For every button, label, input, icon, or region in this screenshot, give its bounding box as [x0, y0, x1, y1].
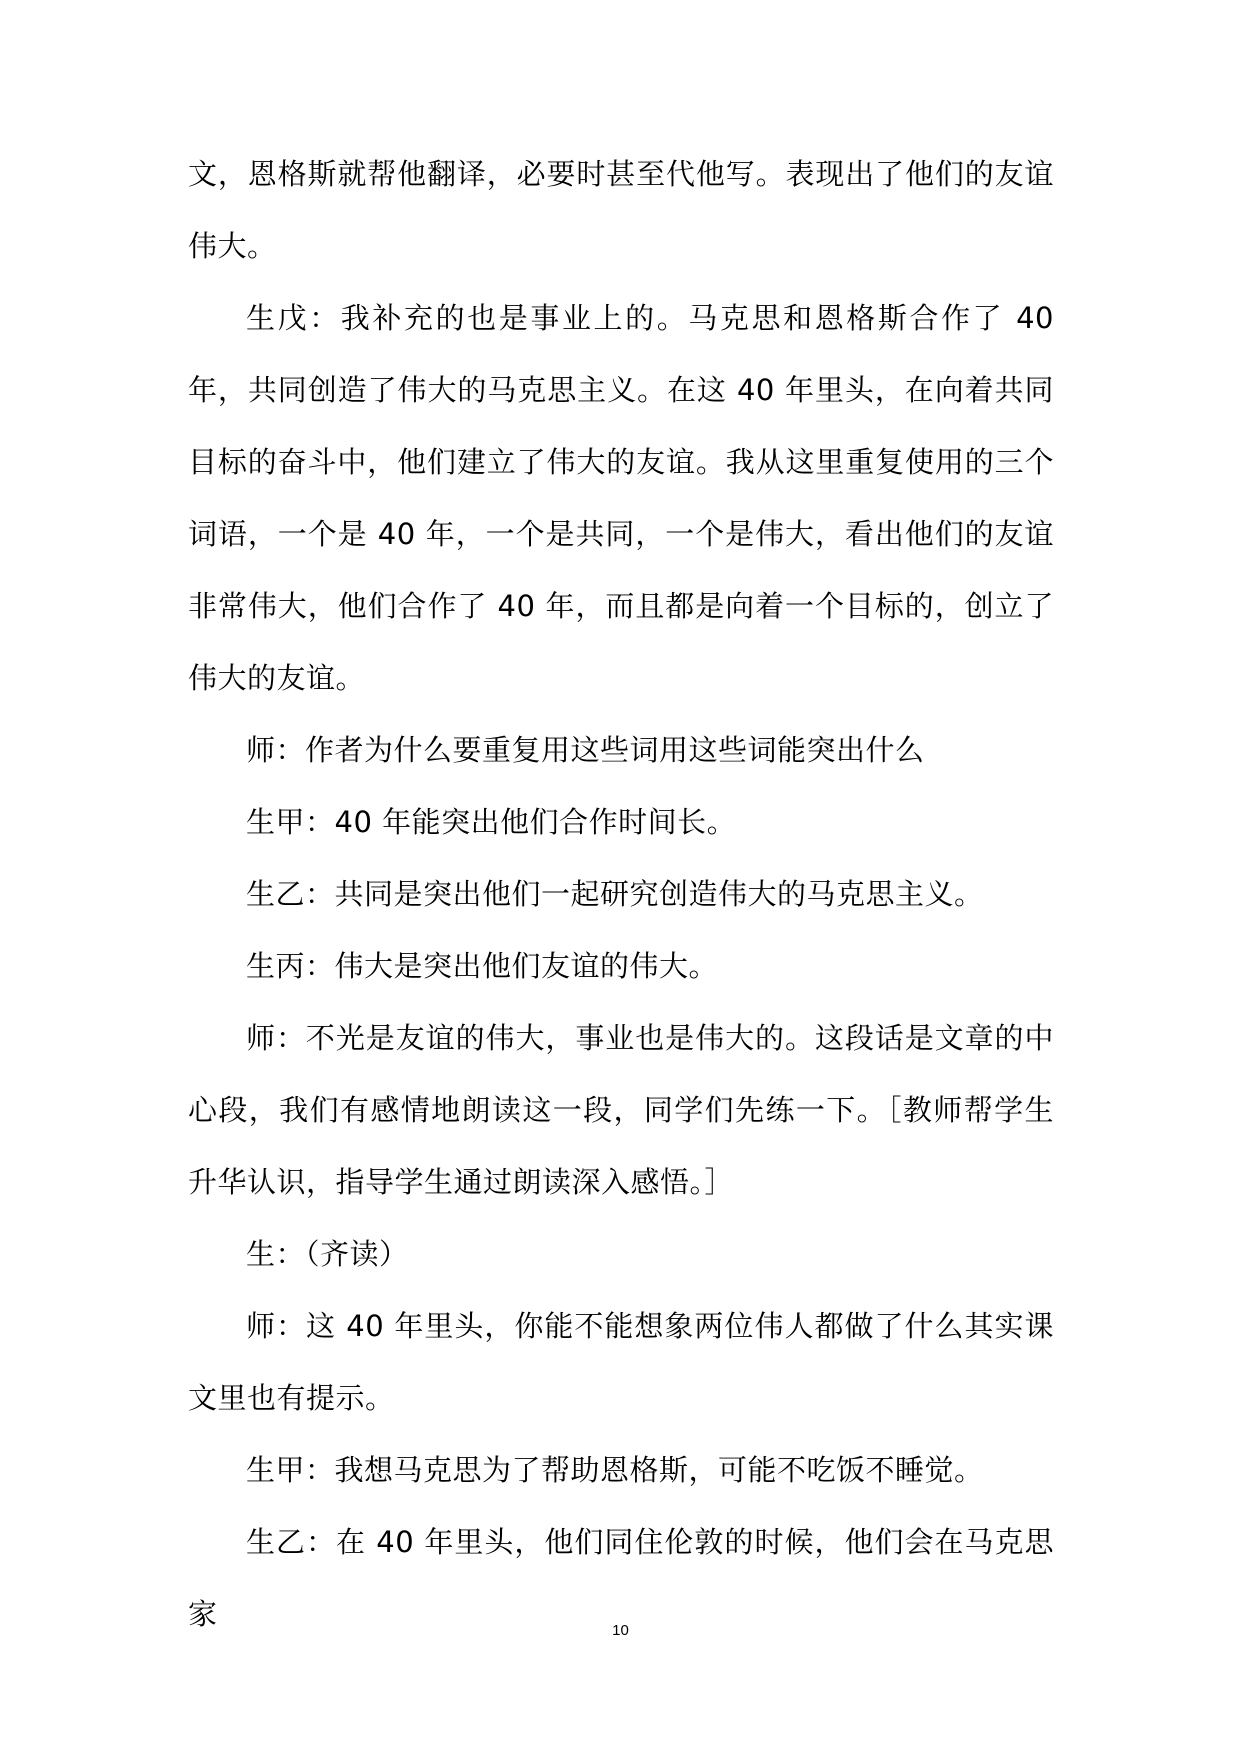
paragraph-continuation: 文，恩格斯就帮他翻译，必要时甚至代他写。表现出了他们的友谊伟大。	[188, 157, 1054, 263]
paragraph-student-bing: 生丙：伟大是突出他们友谊的伟大。	[246, 949, 719, 983]
body-text	[188, 138, 1054, 1650]
paragraph-teacher-question: 师：作者为什么要重复用这些词用这些词能突出什么	[246, 733, 925, 767]
paragraph-students-read: 生：（齐读）	[246, 1237, 409, 1271]
paragraph-teacher-imagine: 师：这 40 年里头，你能不能想象两位伟人都做了什么其实课文里也有提示。	[188, 1309, 1054, 1415]
paragraph-student-yi-2: 生乙：在 40 年里头，他们同住伦敦的时候，他们会在马克思家	[188, 1525, 1054, 1631]
paragraph-teacher-summary: 师：不光是友谊的伟大，事业也是伟大的。这段话是文章的中心段，我们有感情地朗读这一段，同学们先练一下。［教师帮学生升华认识，指导学生通过朗读深入感悟。］	[188, 1021, 1054, 1199]
paragraph-student-wu: 生戊：我补充的也是事业上的。马克思和恩格斯合作了 40 年，共同创造了伟大的马克思主义。在这 40 年里头，在向着共同目标的奋斗中，他们建立了伟大的友谊。我从这里重复使用的三个词语，一个是 40 年，一个是共同，一个是伟大，看出他们的友谊非常伟大，他们合作了 40 年，而且都是向着一个目标的，创立了伟大的友谊。	[188, 301, 1054, 695]
paragraph-student-jia-2: 生甲：我想马克思为了帮助恩格斯，可能不吃饭不睡觉。	[246, 1453, 984, 1487]
paragraph-student-yi: 生乙：共同是突出他们一起研究创造伟大的马克思主义。	[246, 877, 984, 911]
paragraph-student-jia: 生甲：40 年能突出他们合作时间长。	[246, 805, 737, 839]
page-number: 10	[612, 1622, 629, 1639]
